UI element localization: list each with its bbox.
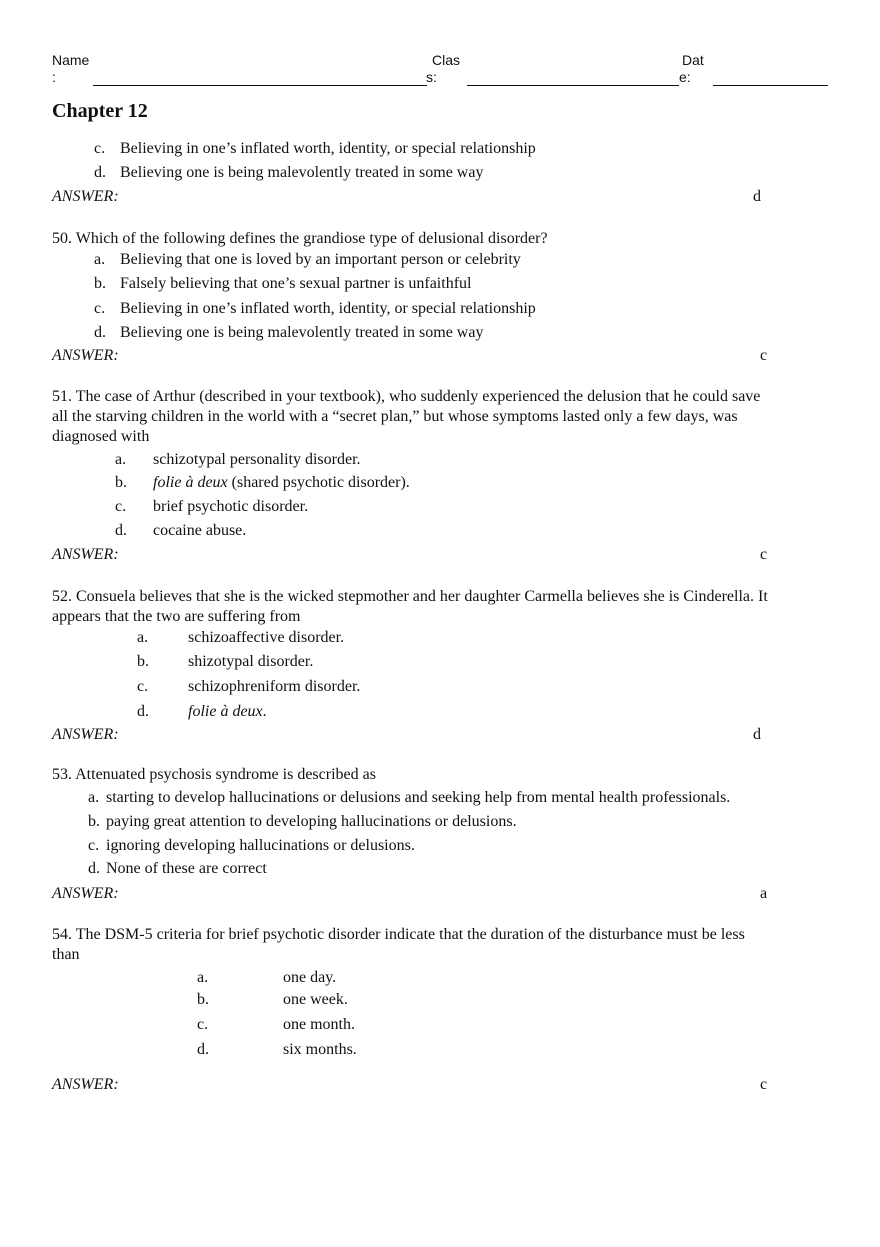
date-label-bottom: e:	[679, 69, 691, 85]
option-letter: b.	[115, 474, 127, 491]
option-letter: c.	[94, 300, 106, 317]
option-letter: b.	[88, 813, 100, 830]
question-stem-line: 54. The DSM-5 criteria for brief psychotic disorder indicate that the duration of the disturbance must be less	[52, 926, 745, 943]
option-letter: c.	[115, 498, 127, 515]
answer-label: ANSWER:	[52, 188, 119, 205]
option-text: Believing one is being malevolently treated in some way	[120, 324, 484, 341]
question-stem-line: 51. The case of Arthur (described in your textbook), who suddenly experienced the delusion that he could save	[52, 388, 761, 405]
option-text: one month.	[283, 1016, 355, 1033]
option-text-italic: folie à deux	[188, 703, 263, 720]
option-text: six months.	[283, 1041, 357, 1058]
option-text	[153, 473, 410, 493]
answer-value: d	[753, 726, 761, 743]
date-label-top: Dat	[682, 52, 704, 68]
question-stem: 50. Which of the following defines the grandiose type of delusional disorder?	[52, 230, 548, 247]
answer-label: ANSWER:	[52, 546, 119, 563]
option-letter: b.	[197, 991, 209, 1008]
option-letter: b.	[94, 275, 106, 292]
option-text: shizotypal disorder.	[188, 653, 314, 670]
option-text: Believing in one’s inflated worth, identity, or special relationship	[120, 140, 536, 157]
answer-value: c	[760, 347, 768, 364]
name-label-top: Name	[52, 52, 90, 68]
option-text: None of these are correct	[106, 860, 267, 877]
option-text: Believing in one’s inflated worth, identity, or special relationship	[120, 300, 536, 317]
name-underline	[93, 85, 427, 86]
answer-value: c	[760, 1076, 768, 1093]
answer-value: d	[753, 188, 761, 205]
option-letter: c.	[88, 837, 100, 854]
chapter-title: Chapter 12	[52, 100, 148, 122]
option-letter: a.	[94, 251, 106, 268]
option-letter: d.	[197, 1041, 209, 1058]
option-letter: d.	[94, 324, 106, 341]
option-text: one day.	[283, 969, 337, 986]
answer-label: ANSWER:	[52, 885, 119, 902]
question-stem-line: all the starving children in the world with a “secret plan,” but whose symptoms lasted only a few days, was	[52, 408, 738, 425]
class-label-top: Clas	[432, 52, 461, 68]
option-text-rest: (shared psychotic disorder).	[227, 474, 410, 491]
option-text: Falsely believing that one’s sexual partner is unfaithful	[120, 275, 472, 292]
question-stem: 53. Attenuated psychosis syndrome is described as	[52, 766, 376, 783]
option-text: brief psychotic disorder.	[153, 498, 309, 515]
question-stem-line: diagnosed with	[52, 428, 150, 445]
option-text: schizoaffective disorder.	[188, 629, 345, 646]
answer-label: ANSWER:	[52, 726, 119, 743]
option-letter: c.	[137, 678, 149, 695]
option-text: ignoring developing hallucinations or delusions.	[106, 837, 415, 854]
answer-value: c	[760, 546, 768, 563]
option-text: Believing that one is loved by an important person or celebrity	[120, 251, 521, 268]
option-text: one week.	[283, 991, 348, 1008]
question-stem-line: than	[52, 946, 80, 963]
option-text: Believing one is being malevolently treated in some way	[120, 164, 484, 181]
option-text	[188, 702, 267, 722]
option-text: schizotypal personality disorder.	[153, 451, 361, 468]
answer-value: a	[760, 885, 768, 902]
answer-label: ANSWER:	[52, 1076, 119, 1093]
option-letter: a.	[197, 969, 209, 986]
option-letter: a.	[137, 629, 149, 646]
option-letter: a.	[115, 451, 127, 468]
class-label-bottom: s:	[426, 69, 437, 85]
option-text: schizophreniform disorder.	[188, 678, 361, 695]
option-text-rest: .	[262, 703, 267, 720]
option-text: paying great attention to developing hallucinations or delusions.	[106, 813, 517, 830]
question-stem-line: 52. Consuela believes that she is the wicked stepmother and her daughter Carmella believes she is Cinderella. It	[52, 588, 768, 605]
option-text: cocaine abuse.	[153, 522, 247, 539]
class-underline	[467, 85, 679, 86]
option-letter: d.	[137, 703, 149, 720]
question-stem-line: appears that the two are suffering from	[52, 608, 301, 625]
option-letter: d.	[88, 860, 100, 877]
option-letter: d.	[115, 522, 127, 539]
option-letter: c.	[94, 140, 106, 157]
answer-label: ANSWER:	[52, 347, 119, 364]
option-text: starting to develop hallucinations or delusions and seeking help from mental health professionals.	[106, 789, 731, 806]
name-label-bottom: :	[52, 69, 56, 85]
option-letter: a.	[88, 789, 100, 806]
option-letter: b.	[137, 653, 149, 670]
date-underline	[713, 85, 828, 86]
option-text-italic: folie à deux	[153, 474, 228, 491]
option-letter: d.	[94, 164, 106, 181]
option-letter: c.	[197, 1016, 209, 1033]
